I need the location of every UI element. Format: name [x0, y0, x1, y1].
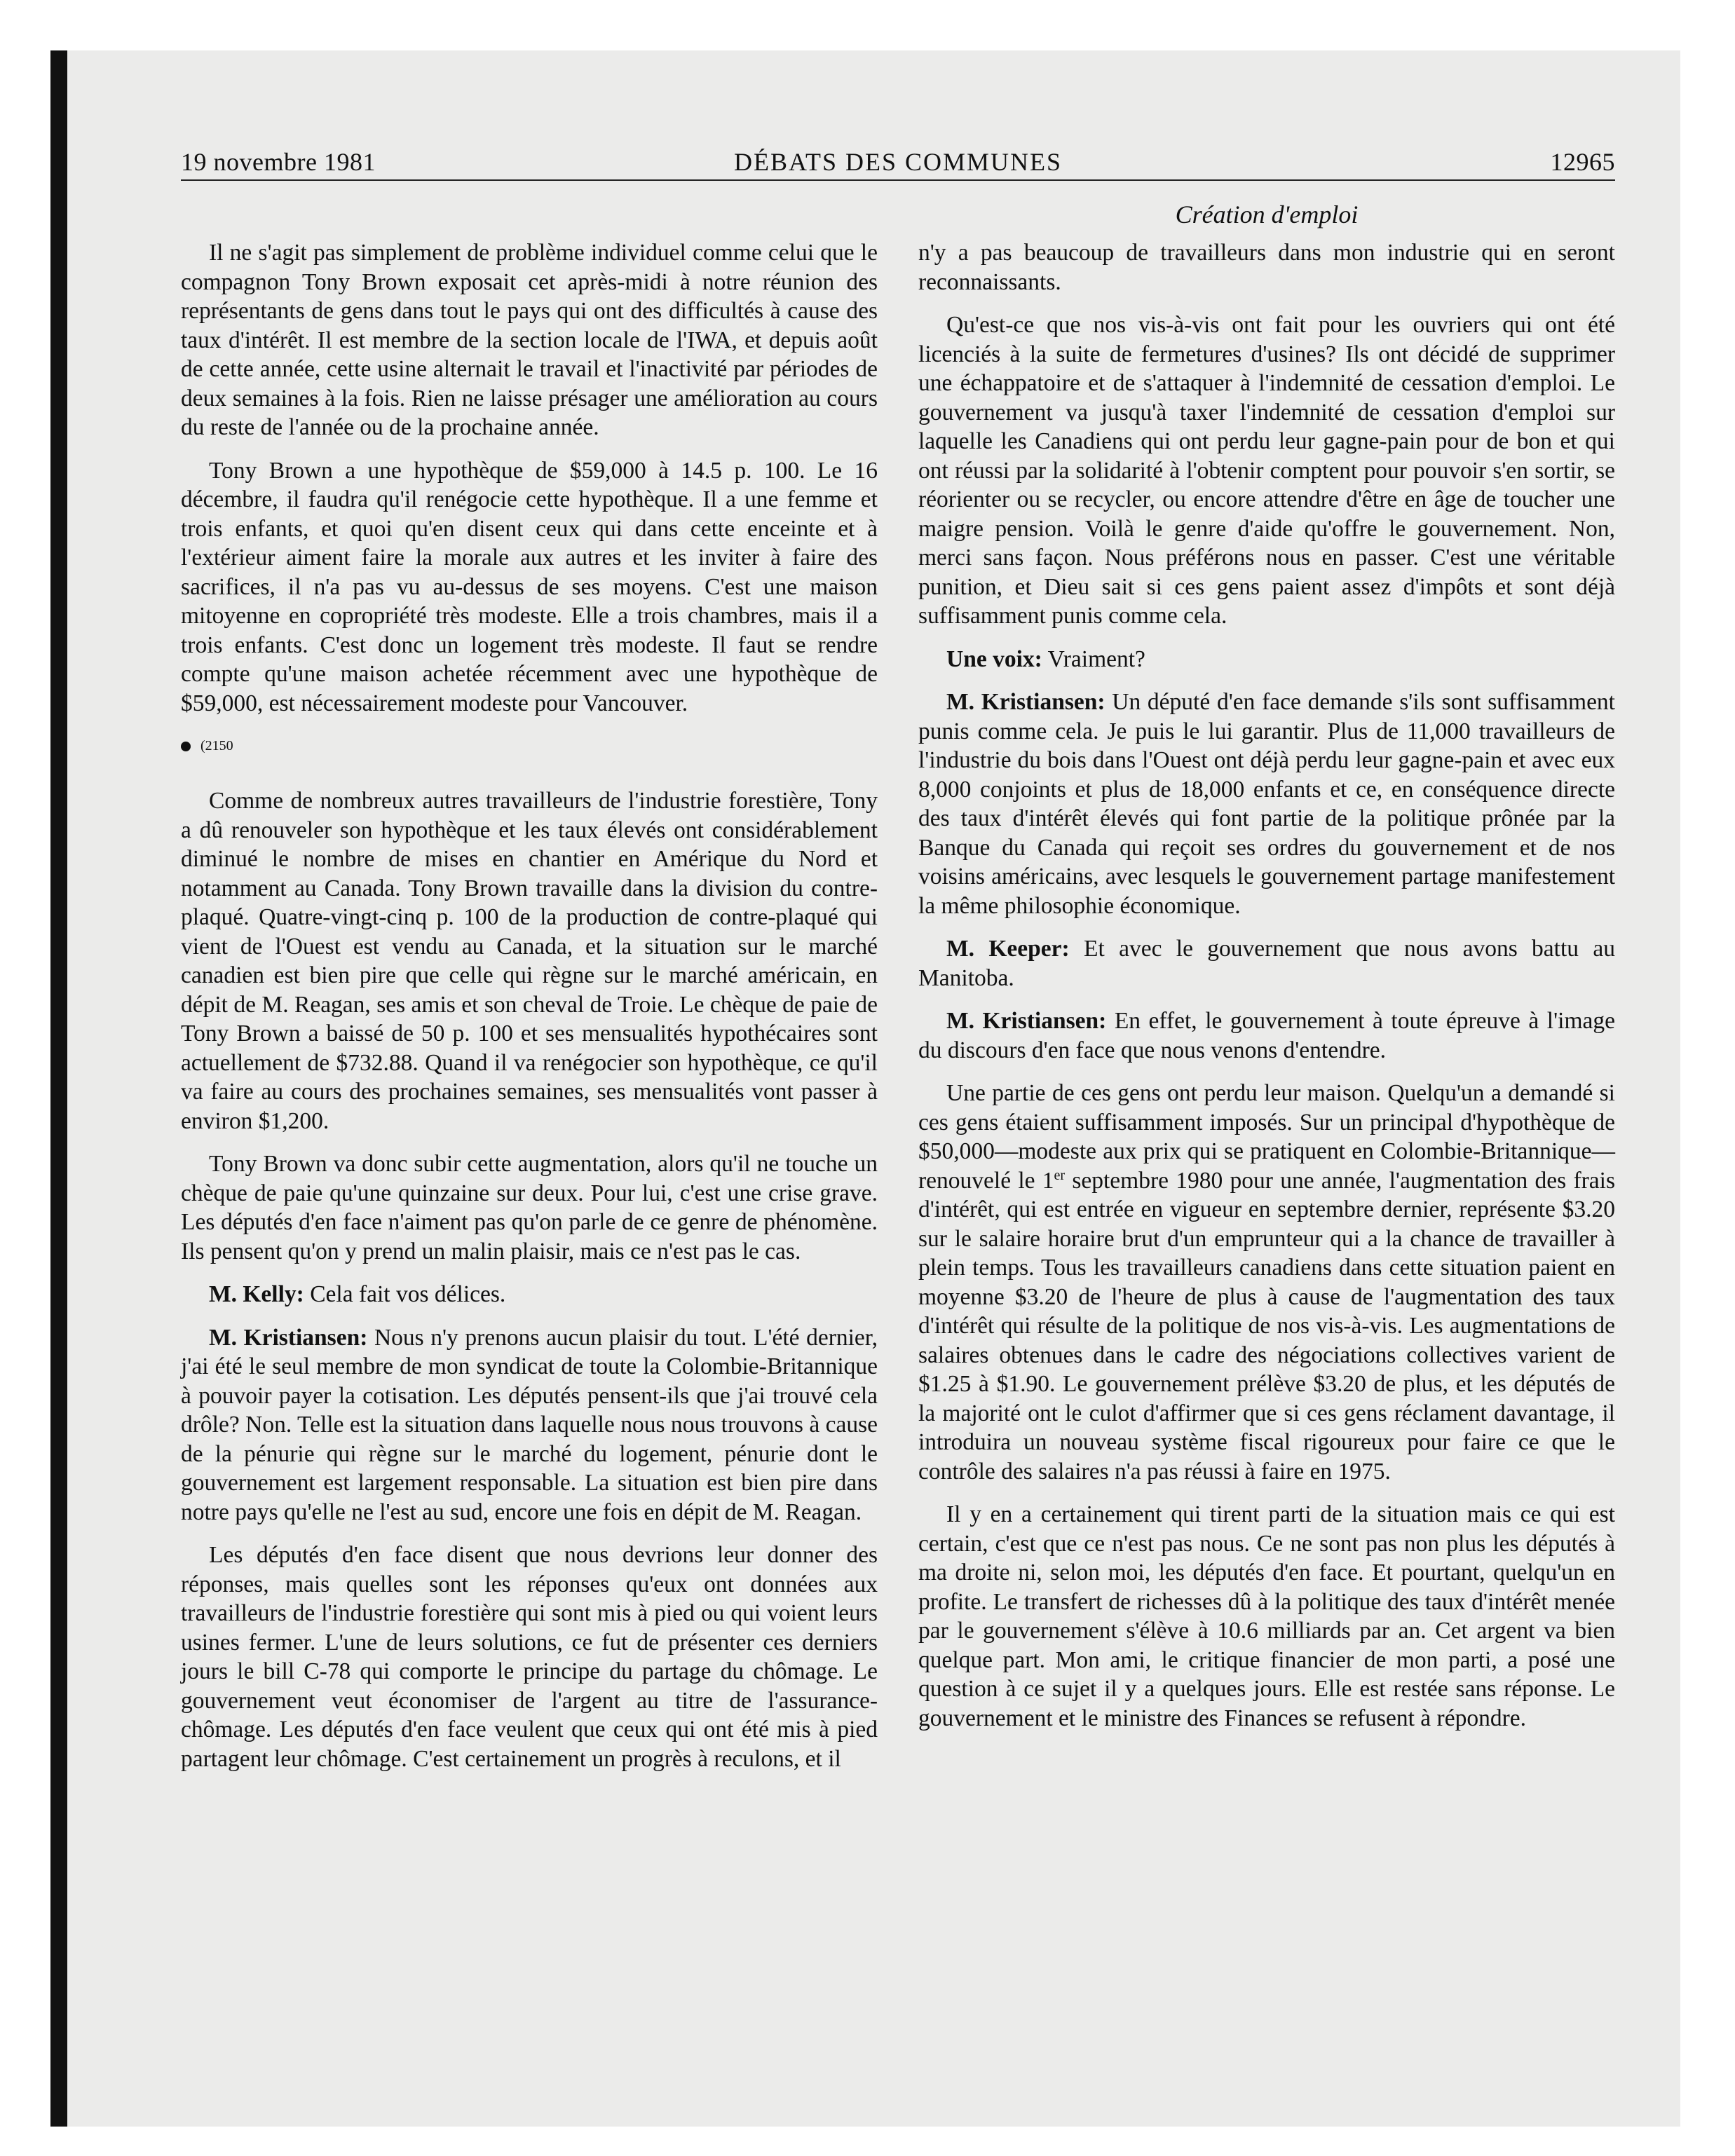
header-page-number: 12965: [1550, 148, 1615, 176]
time-marker: [181, 737, 878, 754]
paragraph: Qu'est-ce que nos vis-à-vis ont fait pour les ouvriers qui ont été licenciés à la suite de fermetures d'usines? Ils ont décidé de supprimer une échappatoire et de s'attaquer à l'indemnité de cessation d'emploi. Le gouvernement va jusqu'à taxer l'indemnité de cessation d'emploi sur laquelle les Canadiens qui ont perdu leur gagne-pain pour de bon et qui ont réussi par la solidarité à l'obtenir comptent pour pouvoir s'en sortir, se réorienter ou se recycler, ou encore attendre d'être en âge de toucher une maigre pension. Voilà le genre d'aide qu'offre le gouvernement. Non, merci sans façon. Nous préférons nous en passer. C'est une véritable punition, et Dieu sait si ces gens paient assez d'impôts et sont déjà suffisamment punis comme cela.: [918, 312, 1615, 629]
speech-text: Et avec le gouvernement que nous avons battu au Manitoba.: [918, 936, 1615, 991]
header-rule: [181, 179, 1615, 181]
bullet-dot-icon: [181, 742, 191, 751]
speaker-name: M. Keeper:: [946, 936, 1070, 962]
speaker-name: Une voix:: [946, 646, 1042, 672]
running-head: Création d'emploi: [1175, 200, 1359, 228]
speech-text: Nous n'y prenons aucun plaisir du tout. L'été dernier, j'ai été le seul membre de mon syndicat de toute la Colombie-Britannique à pouvoir payer la cotisation. Les députés pensent-ils que j'ai trouvé cela drôle? Non. Telle est la situation dans laquelle nous nous trouvons à cause de la pénurie qui règne sur le marché du logement, pénurie dont le gouvernement est largement responsable. La situation est bien pire dans notre pays qu'elle ne l'est au sud, encore une fois en dépit de M. Reagan.: [181, 1324, 878, 1525]
speech-text: Vraiment?: [1047, 646, 1145, 672]
speech: [181, 1323, 878, 1527]
speech: [918, 934, 1615, 992]
speech-text: En effet, le gouvernement à toute épreuve à l'image du discours d'en face que nous venons d'entendre.: [918, 1008, 1615, 1063]
speaker-name: M. Kristiansen:: [946, 689, 1105, 715]
speaker-name: M. Kristiansen:: [209, 1324, 368, 1351]
page-header: [181, 147, 1615, 182]
time-marker-text: (2150: [200, 738, 233, 753]
paragraph: n'y a pas beaucoup de travailleurs dans mon industrie qui en seront reconnaissants.: [918, 240, 1615, 295]
paragraph: Les députés d'en face disent que nous devrions leur donner des réponses, mais quelles sont les réponses qu'eux ont données aux travailleurs de l'industrie forestière qui sont mis à pied ou qui voient leurs usines fermer. L'une de leurs solutions, ce fut de présenter ces derniers jours le bill C-78 qui comporte le principe du partage du chômage. Le gouvernement veut économiser de l'argent au titre de l'assurance-chômage. Les députés d'en face veulent que ceux qui ont été mis à pied partagent leur chômage. C'est certainement un progrès à reculons, et il: [181, 1542, 878, 1772]
paragraph: [918, 1079, 1615, 1486]
paragraph: Tony Brown a une hypothèque de $59,000 à 14.5 p. 100. Le 16 décembre, il faudra qu'il renégocie cette hypothèque. Il a une femme et trois enfants, et quoi qu'en disent ceux qui dans cette enceinte et à l'extérieur aiment faire la morale aux autres et les inviter à faire des sacrifices, il n'a pas vu au-dessus de ses moyens. C'est une maison mitoyenne en copropriété très modeste. Elle a trois chambres, mais il a trois enfants. C'est donc un logement très modeste. Il faut se rendre compte qu'une maison achetée récemment avec une hypothèque de $59,000, est nécessairement modeste pour Vancouver.: [181, 457, 878, 716]
superscript: er: [1054, 1167, 1066, 1183]
paragraph: Il y en a certainement qui tirent parti de la situation mais ce qui est certain, c'est que ce n'est pas nous. Ce ne sont pas non plus les députés à ma droite ni, selon moi, les députés d'en face. Et pourtant, quelqu'un en profite. Le transfert de richesses dû à la politique des taux d'intérêt menée par le gouvernement s'élève à 10.6 milliards par an. Cet argent va bien quelque part. Mon ami, le critique financier de mon parti, a posé une question à ce sujet il y a quelques jours. Elle est restée sans réponse. Le gouvernement et le ministre des Finances se refusent à répondre.: [918, 1501, 1615, 1731]
speaker-name: M. Kelly:: [209, 1281, 304, 1307]
speech: [918, 688, 1615, 920]
right-column: [918, 238, 1615, 1747]
paragraph-text: Une partie de ces gens ont perdu leur maison. Quelqu'un a demandé si ces gens étaient suffisamment imposés. Sur un principal d'hypothèque de $50,000—modeste aux prix qui se pratiquent en Colombie-Britannique—renouvelé le 1: [918, 1080, 1615, 1194]
speech: [918, 1007, 1615, 1065]
left-column: [181, 238, 878, 1787]
speaker-name: M. Kristiansen:: [946, 1008, 1107, 1034]
speech-text: Cela fait vos délices.: [310, 1281, 506, 1307]
speech: [181, 1280, 878, 1309]
paragraph-text: septembre 1980 pour une année, l'augmentation des frais d'intérêt, qui est entrée en vigueur en septembre dernier, représente $3.20 sur le salaire horaire brut d'un emprunteur qui a la chance de travailler à plein temps. Tous les travailleurs canadiens dans cette situation paient en moyenne $3.20 de l'heure de plus à cause de l'augmentation des taux d'intérêt qui résulte de la politique de nos vis-à-vis. Les augmentations de salaires obtenues dans le cadre des négociations collectives varient de $1.25 à $1.90. Le gouvernement prélève $3.20 de plus, et les députés de la majorité ont le culot d'affirmer que si ces gens réclament davantage, il introduira un nouveau système fiscal rigoureux pour faire ce que le contrôle des salaires n'a pas réussi à faire en 1975.: [918, 1167, 1615, 1485]
paragraph: Il ne s'agit pas simplement de problème individuel comme celui que le compagnon Tony Brown exposait cet après-midi à notre réunion des représentants de gens dans tout le pays qui ont des difficultés à cause des taux d'intérêt. Il est membre de la section locale de l'IWA, et depuis août de cette année, cette usine alternait le travail et l'inactivité par périodes de deux semaines à la fois. Rien ne laisse présager une amélioration au cours du reste de l'année ou de la prochaine année.: [181, 240, 878, 440]
speech: [918, 645, 1615, 674]
paragraph: Comme de nombreux autres travailleurs de l'industrie forestière, Tony a dû renouveler son hypothèque et les taux élevés ont considérablement diminué le nombre de mises en chantier en Amérique du Nord et notamment au Canada. Tony Brown travaille dans la division du contre-plaqué. Quatre-vingt-cinq p. 100 de la production de contre-plaqué qui vient de l'Ouest est vendu au Canada, et la situation sur le marché canadien est bien pire que celle qui règne sur le marché américain, en dépit de M. Reagan, ses amis et son cheval de Troie. Le chèque de paie de Tony Brown a baissé de 50 p. 100 et ses mensualités hypothécaires sont actuellement de $732.88. Quand il va renégocier son hypothèque, ce qu'il va faire au cours des prochaines semaines, ses mensualités vont passer à environ $1,200.: [181, 788, 878, 1134]
speech-text: Un député d'en face demande s'ils sont suffisamment punis comme cela. Je puis le lui garantir. Plus de 11,000 travailleurs de l'industrie du bois dans l'Ouest ont déjà perdu leur gagne-pain et avec eux 8,000 conjoints et plus de 18,000 enfants et ce, en conséquence directe des taux d'intérêt élevés qui font partie de la politique prônée par la Banque du Canada qui reçoit ses ordres du gouvernement et de nos voisins américains, avec lesquels le gouvernement partage manifestement la même philosophie économique.: [918, 689, 1615, 919]
header-title: DÉBATS DES COMMUNES: [733, 148, 1063, 176]
paragraph: Tony Brown va donc subir cette augmentation, alors qu'il ne touche un chèque de paie qu'une quinzaine sur deux. Pour lui, c'est une crise grave. Les députés d'en face n'aiment pas qu'on parle de ce genre de phénomène. Ils pensent qu'on y prend un malin plaisir, mais ce n'est pas le cas.: [181, 1151, 878, 1264]
header-date: 19 novembre 1981: [181, 148, 376, 176]
